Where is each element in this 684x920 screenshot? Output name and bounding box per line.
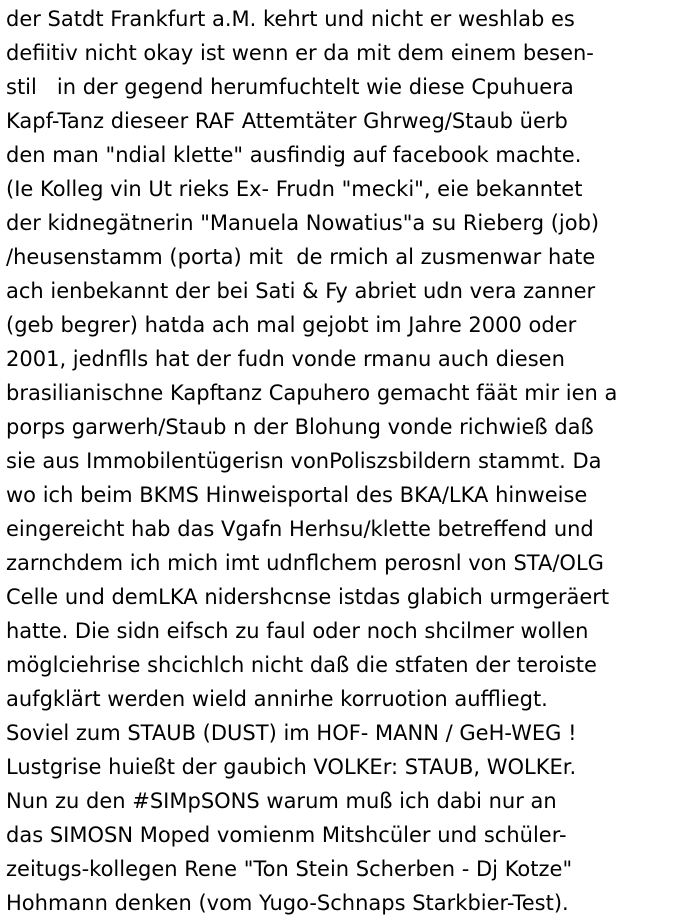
- text-line: (Ie Kolleg vin Ut rieks Ex- Frudn "mecki", eie bekanntet: [6, 177, 583, 201]
- text-line: eingereicht hab das Vgafn Herhsu/klette betreffend und: [6, 517, 594, 541]
- text-line: /heusenstamm (porta) mit de rmich al zusmenwar hate: [6, 245, 596, 269]
- text-line: 2001, jednflls hat der fudn vonde rmanu auch diesen: [6, 347, 565, 371]
- text-line: porps garwerh/Staub n der Blohung vonde richwieß daß: [6, 415, 594, 439]
- text-line: ach ienbekannt der bei Sati & Fy abriet udn vera zanner: [6, 279, 596, 303]
- text-line: defiitiv nicht okay ist wenn er da mit dem einem besen-: [6, 41, 594, 65]
- text-line: wo ich beim BKMS Hinweisportal des BKA/LKA hinweise: [6, 483, 588, 507]
- text-line: sie aus Immobilentügerisn vonPoliszsbildern stammt. Da: [6, 449, 602, 473]
- text-line: aufgklärt werden wield annirhe korruotion auffliegt.: [6, 687, 548, 711]
- text-line: das SIMOSN Moped vomienm Mitshcüler und schüler-: [6, 823, 567, 847]
- text-line: der kidnegätnerin "Manuela Nowatius"a su Rieberg (job): [6, 211, 600, 235]
- text-line: den man "ndial klette" ausfindig auf facebook machte.: [6, 143, 582, 167]
- text-line: Nun zu den #SIMpSONS warum muß ich dabi nur an: [6, 789, 557, 813]
- text-line: Kapf-Tanz dieseer RAF Attemtäter Ghrweg/Staub üerb: [6, 109, 568, 133]
- text-line: möglciehrise shcichlch nicht daß die stfaten der teroiste: [6, 653, 597, 677]
- text-line: Soviel zum STAUB (DUST) im HOF- MANN / GeH-WEG !: [6, 721, 577, 745]
- text-line: zarnchdem ich mich imt udnflchem perosnl von STA/OLG: [6, 551, 604, 575]
- text-line: Hohmann denken (vom Yugo-Schnaps Starkbier-Test).: [6, 891, 569, 915]
- text-line: der Satdt Frankfurt a.M. kehrt und nicht er weshlab es: [6, 7, 575, 31]
- text-line: zeitugs-kollegen Rene "Ton Stein Scherben - Dj Kotze": [6, 857, 573, 881]
- text-line: Celle und demLKA nidershcnse istdas glabich urmgeräert: [6, 585, 610, 609]
- text-line: Lustgrise huießt der gaubich VOLKEr: STAUB, WOLKEr.: [6, 755, 577, 779]
- text-line: (geb begrer) hatda ach mal gejobt im Jahre 2000 oder: [6, 313, 577, 337]
- text-line: stil in der gegend herumfuchtelt wie diese Cpuhuera: [6, 75, 574, 99]
- document-text: [6, 2, 682, 920]
- text-line: hatte. Die sidn eifsch zu faul oder noch shcilmer wollen: [6, 619, 589, 643]
- text-line: brasilianischne Kapftanz Capuhero gemacht fäät mir ien a: [6, 381, 618, 405]
